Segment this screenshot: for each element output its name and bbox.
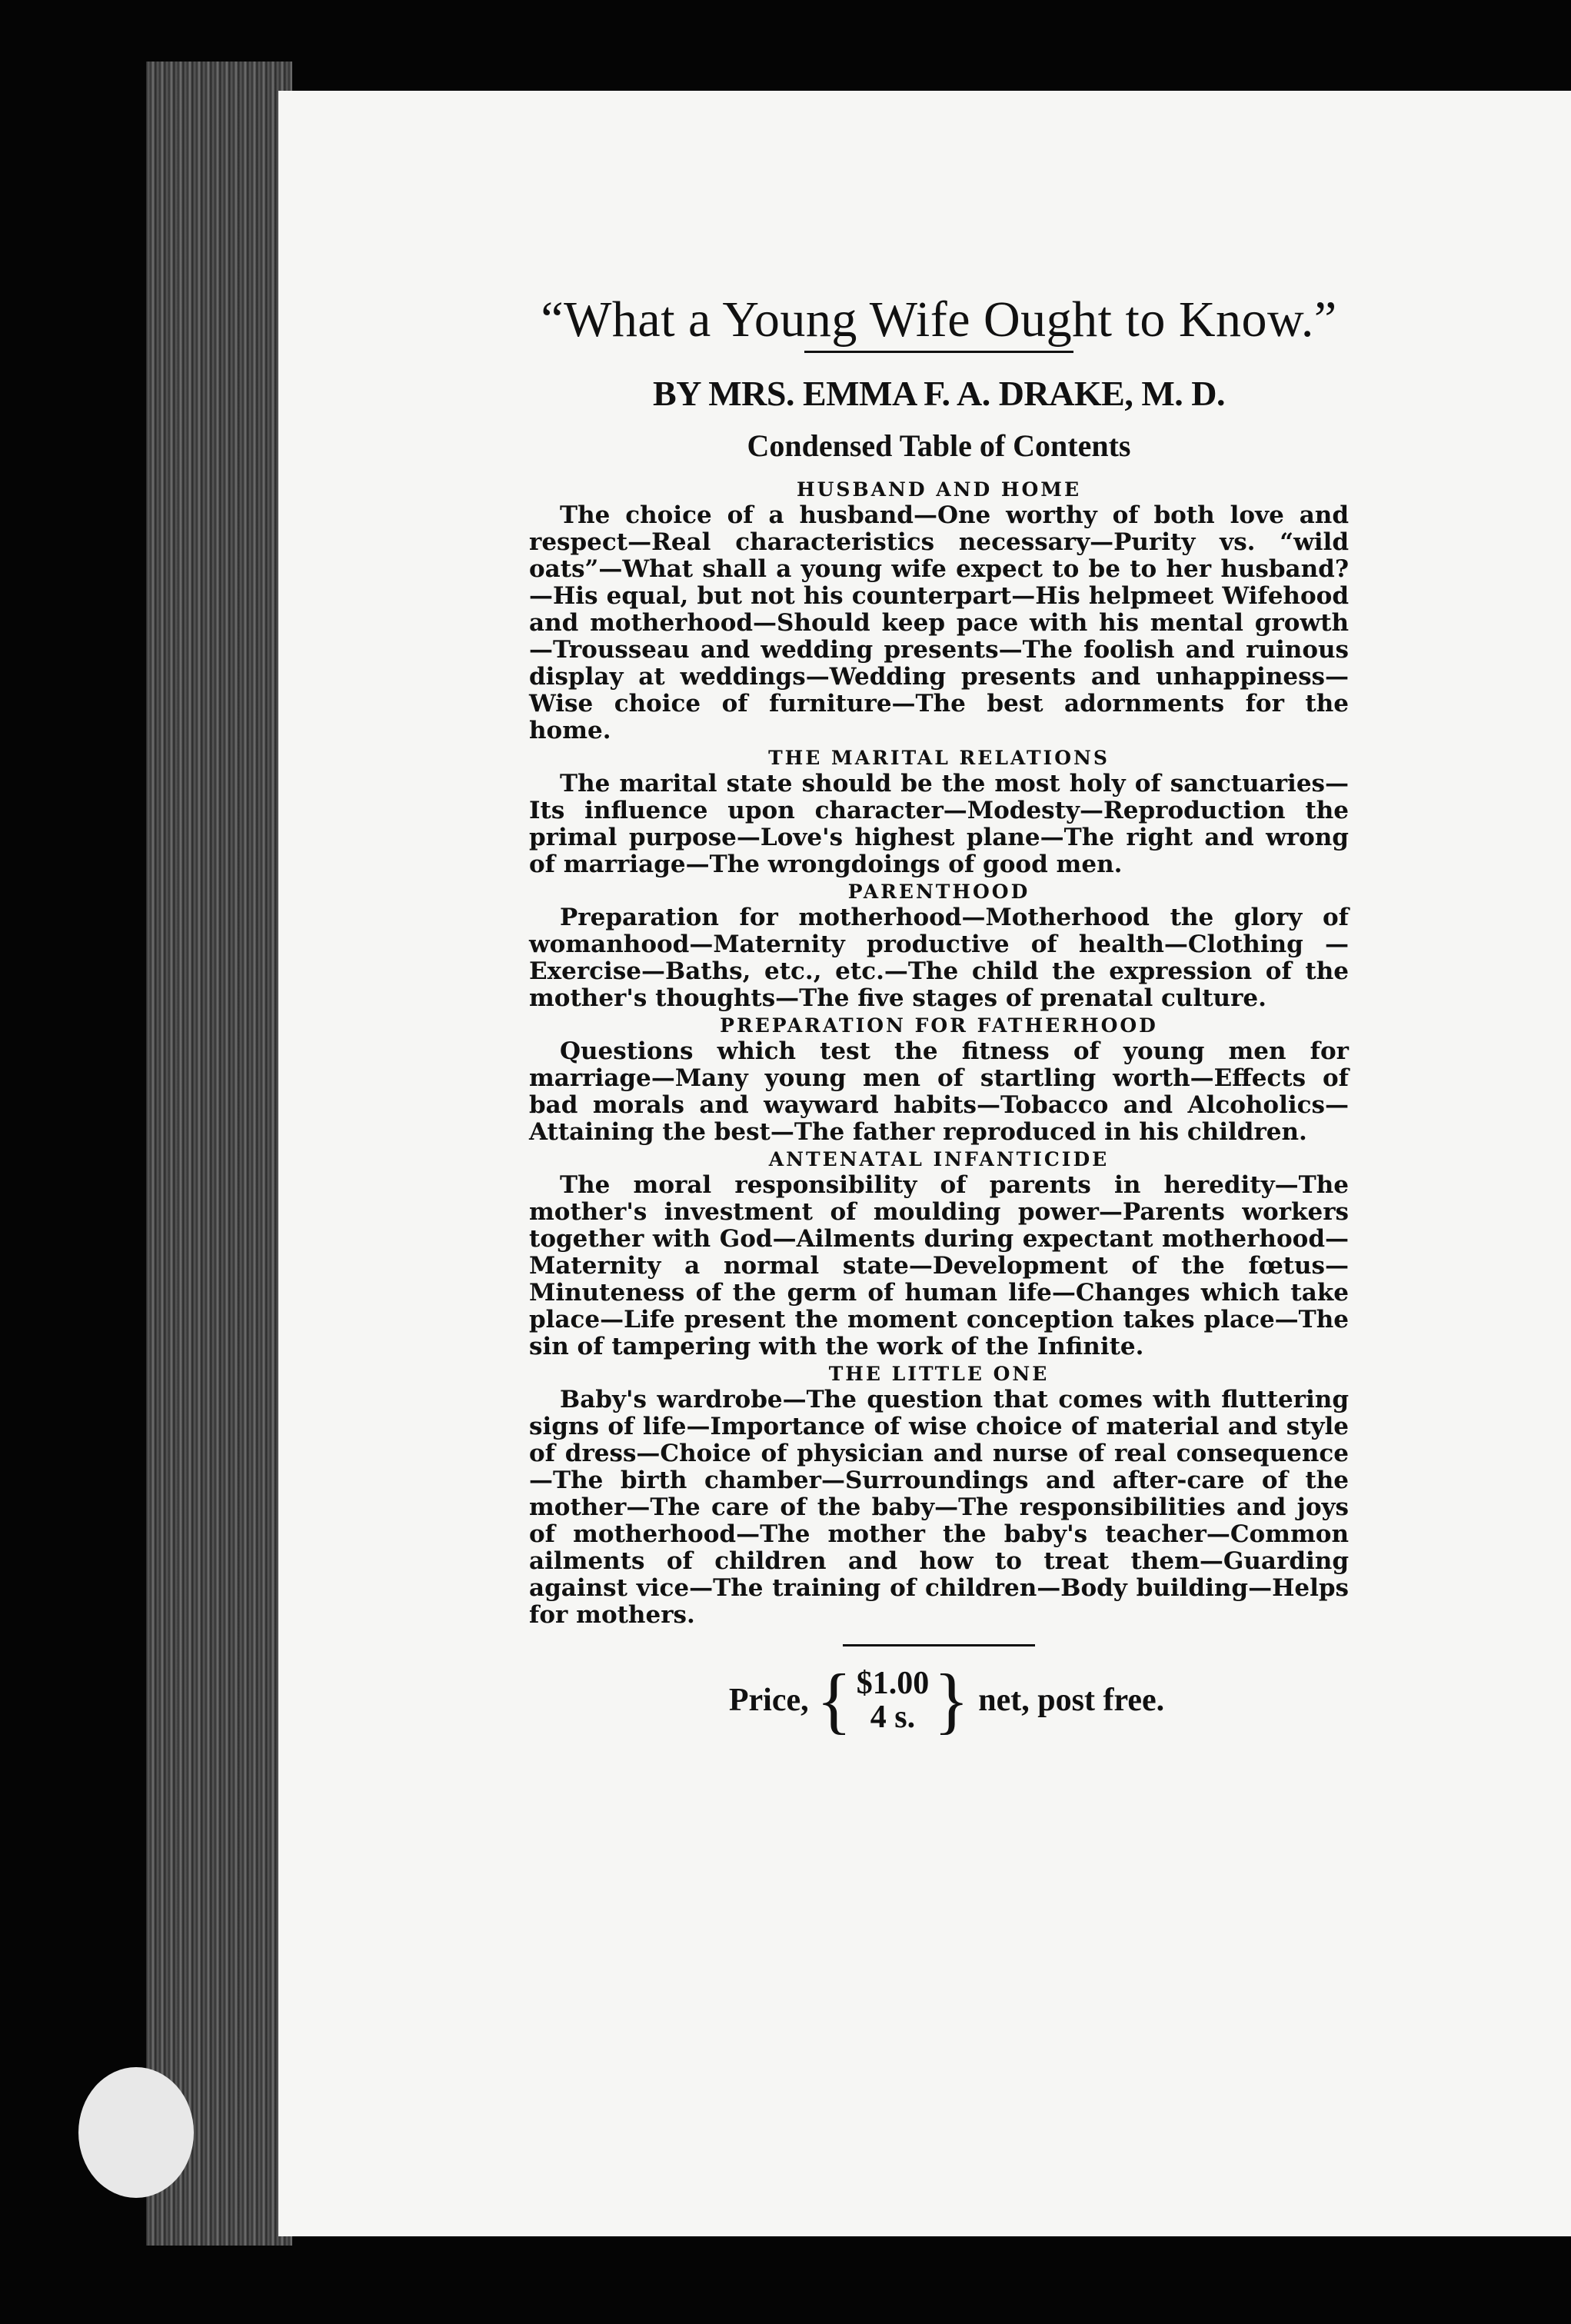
section-text: The choice of a husband—One worthy of both love and respect—Real characteristics necessary—Purity vs. “wild oats”—What shall a young wife expect to be to her husband?—His equal, but not his counterpart—His helpmeet Wifehood and motherhood—Should keep pace with his mental growth—Trousseau and wedding presents—The foolish and ruinous display at weddings—Wedding presents and unhappiness—Wise choice of furniture—The best adornments for the home. <box>529 501 1349 744</box>
section-text: Baby's wardrobe—The question that comes with fluttering signs of life—Importance of wise choice of material and style of dress—Choice of physician and nurse of real consequence—The birth chamber—Surroundings and after-care of the mother—The care of the baby—The responsibilities and joys of motherhood—The mother the baby's teacher—Common ailments of children and how to treat them—Guarding against vice—The training of children—Body building—Helps for mothers. <box>529 1386 1349 1629</box>
right-brace-icon: } <box>934 1659 970 1741</box>
section-antenatal-infanticide <box>529 1147 1349 1360</box>
book-title: “What a Young Wife Ought to Know.” <box>541 291 1337 348</box>
left-brace-icon: { <box>816 1659 852 1741</box>
price-label: Price, <box>728 1683 809 1718</box>
section-text: The moral responsibility of parents in heredity—The mother's investment of moulding power—Parents workers together with God—Ailments during expectant motherhood—Maternity a normal state—Development of the fœtus—Minuteness of the germ of human life—Changes which take place—Life present the moment conception takes place—The sin of tampering with the work of the Infinite. <box>529 1171 1349 1360</box>
section-heading: PARENTHOOD <box>847 881 1030 903</box>
section-marital-relations <box>529 746 1349 878</box>
section-preparation-for-fatherhood <box>529 1014 1349 1146</box>
price-suffix: net, post free. <box>978 1683 1165 1718</box>
section-husband-and-home <box>529 478 1349 744</box>
advertisement-page <box>529 291 1349 1741</box>
book-page-edges <box>146 62 292 2246</box>
paper-stain <box>78 2067 194 2198</box>
title-underline <box>804 351 1073 353</box>
section-text: The marital state should be the most holy of sanctuaries—Its influence upon character—Modesty—Reproduction the primal purpose—Love's highest plane—The right and wrong of marriage—The wrongdoings of good men. <box>529 770 1349 878</box>
section-the-little-one <box>529 1362 1349 1629</box>
section-heading: THE LITTLE ONE <box>828 1363 1050 1385</box>
contents-heading: Condensed Table of Contents <box>747 428 1131 463</box>
price-values <box>857 1666 930 1734</box>
section-heading: HUSBAND AND HOME <box>797 478 1081 501</box>
section-text: Questions which test the fitness of young men for marriage—Many young men of startling worth—Effects of bad morals and wayward habits—Tobacco and Alcoholics—Attaining the best—The father reproduced in his children. <box>529 1037 1349 1146</box>
price-usd: $1.00 <box>856 1666 930 1701</box>
section-heading: ANTENATAL INFANTICIDE <box>768 1148 1110 1170</box>
author-line: BY MRS. EMMA F. A. DRAKE, M. D. <box>653 374 1225 413</box>
section-text: Preparation for motherhood—Motherhood the glory of womanhood—Maternity productive of health—Clothing —Exercise—Baths, etc., etc.—The child the expression of the mother's thoughts—The five stages of prenatal culture. <box>529 904 1349 1012</box>
price-line <box>544 1659 1349 1741</box>
section-heading: PREPARATION FOR FATHERHOOD <box>720 1014 1158 1037</box>
section-parenthood <box>529 880 1349 1012</box>
section-heading: THE MARITAL RELATIONS <box>768 747 1110 769</box>
price-gbp: 4 s. <box>870 1700 916 1735</box>
price-divider <box>843 1644 1035 1646</box>
